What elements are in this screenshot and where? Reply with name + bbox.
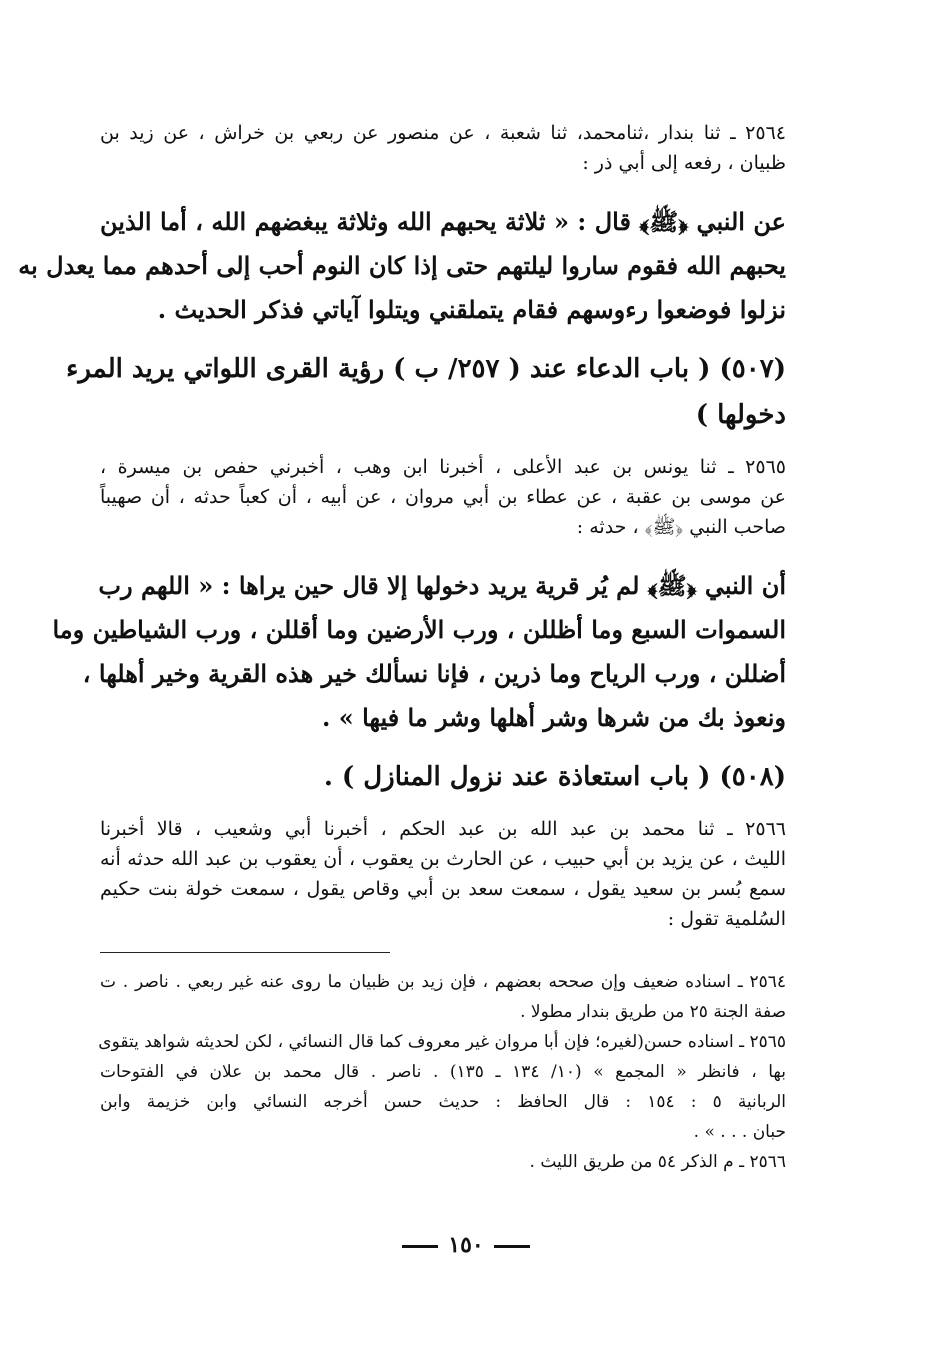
page-body — [18, 118, 786, 1177]
chapter-heading-line: (٥٠٧) ( باب الدعاء عند ( ٢٥٧/ ب ) رؤية القرى اللواتي يريد المرء — [66, 354, 786, 384]
page-number-text: ١٥٠ — [448, 1232, 484, 1258]
footnote-line: ٢٥٦٤ ـ اسناده ضعيف وإن صححه بعضهم ، فإن زيد بن ظبيان ما روى عنه غير ربعي . ناصر . ت — [100, 972, 786, 992]
footnote-line: حبان . . . » . — [693, 1122, 786, 1142]
page-number-dash — [494, 1245, 530, 1248]
text-line: يحبهم الله فقوم ساروا ليلتهم حتى إذا كان النوم أحب إلى أحدهم مما يعدل به — [18, 251, 786, 280]
text-line: ظبيان ، رفعه إلى أبي ذر : — [582, 152, 786, 174]
hadith-2566-isnad — [100, 814, 786, 934]
text-line: أضللن ، ورب الرياح وما ذرين ، فإنا نسألك خير هذه القرية وخير أهلها ، — [82, 659, 786, 688]
hadith-2565-isnad — [100, 452, 786, 542]
footnotes — [100, 967, 786, 1177]
text-line: السُلمية تقول : — [667, 908, 786, 930]
hadith-2564-isnad — [100, 118, 786, 178]
text-line: ٢٥٦٤ ـ ثنا بندار ،ثنامحمد، ثنا شعبة ، عن منصور عن ربعي بن خراش ، عن زيد بن — [100, 122, 786, 144]
hadith-2565-matn — [52, 564, 786, 740]
chapter-507-heading — [66, 346, 786, 438]
text-line: عن موسى بن عقبة ، عن عطاء بن أبي مروان ، عن أبيه ، أن كعباً حدثه ، أن صهيباً — [100, 486, 786, 508]
text-line: الليث ، عن يزيد بن أبي حبيب ، عن الحارث بن يعقوب ، أن يعقوب بن عبد الله حدثه أنه — [100, 848, 786, 870]
text-line: نزلوا فوضعوا رءوسهم فقام يتملقني ويتلوا آياتي فذكر الحديث . — [157, 295, 786, 324]
page-number — [0, 1232, 932, 1258]
chapter-508-heading — [100, 754, 786, 800]
footnote-line: بها ، فانظر « المجمع » (١٠/ ١٣٤ ـ ١٣٥) . ناصر . قال محمد بن علان في الفتوحات — [100, 1062, 786, 1082]
chapter-heading-line: (٥٠٨) ( باب استعاذة عند نزول المنازل ) . — [323, 762, 786, 792]
page-number-dash — [402, 1245, 438, 1248]
footnote-divider — [100, 952, 390, 953]
text-line: ونعوذ بك من شرها وشر أهلها وشر ما فيها » . — [322, 703, 786, 732]
footnote-line: صفة الجنة ٢٥ من طريق بندار مطولا . — [520, 1002, 786, 1022]
text-line: صاحب النبي ﴿ﷺ﴾ ، حدثه : — [576, 516, 786, 538]
text-line: ٢٥٦٥ ـ ثنا يونس بن عبد الأعلى ، أخبرنا ابن وهب ، أخبرني حفص بن ميسرة ، — [100, 456, 786, 478]
chapter-heading-line: دخولها ) — [695, 400, 786, 430]
text-line: ٢٥٦٦ ـ ثنا محمد بن عبد الله بن عبد الحكم ، أخبرنا أبي وشعيب ، قالا أخبرنا — [100, 818, 786, 840]
text-line: أن النبي ﴿ﷺ﴾ لم يُر قرية يريد دخولها إلا قال حين يراها : « اللهم رب — [98, 571, 786, 600]
text-line: السموات السبع وما أظللن ، ورب الأرضين وما أقللن ، ورب الشياطين وما — [52, 615, 786, 644]
hadith-2564-matn — [18, 200, 786, 332]
footnote-line: ٢٥٦٥ ـ اسناده حسن(لغيره؛ فإن أبا مروان غير معروف كما قال النسائي ، لكن لحديثه شواهد يتقوى — [98, 1032, 786, 1052]
text-line: عن النبي ﴿ﷺ﴾ قال : « ثلاثة يحبهم الله وثلاثة يبغضهم الله ، أما الذين — [100, 207, 786, 236]
text-line: سمع بُسر بن سعيد يقول ، سمعت سعد بن أبي وقاص يقول ، سمعت خولة بنت حكيم — [100, 878, 786, 900]
footnote-line: ٢٥٦٦ ـ م الذكر ٥٤ من طريق الليث . — [529, 1152, 786, 1172]
footnote-line: الربانية ٥ : ١٥٤ : قال الحافظ : حديث حسن أخرجه النسائي وابن خزيمة وابن — [100, 1092, 786, 1112]
